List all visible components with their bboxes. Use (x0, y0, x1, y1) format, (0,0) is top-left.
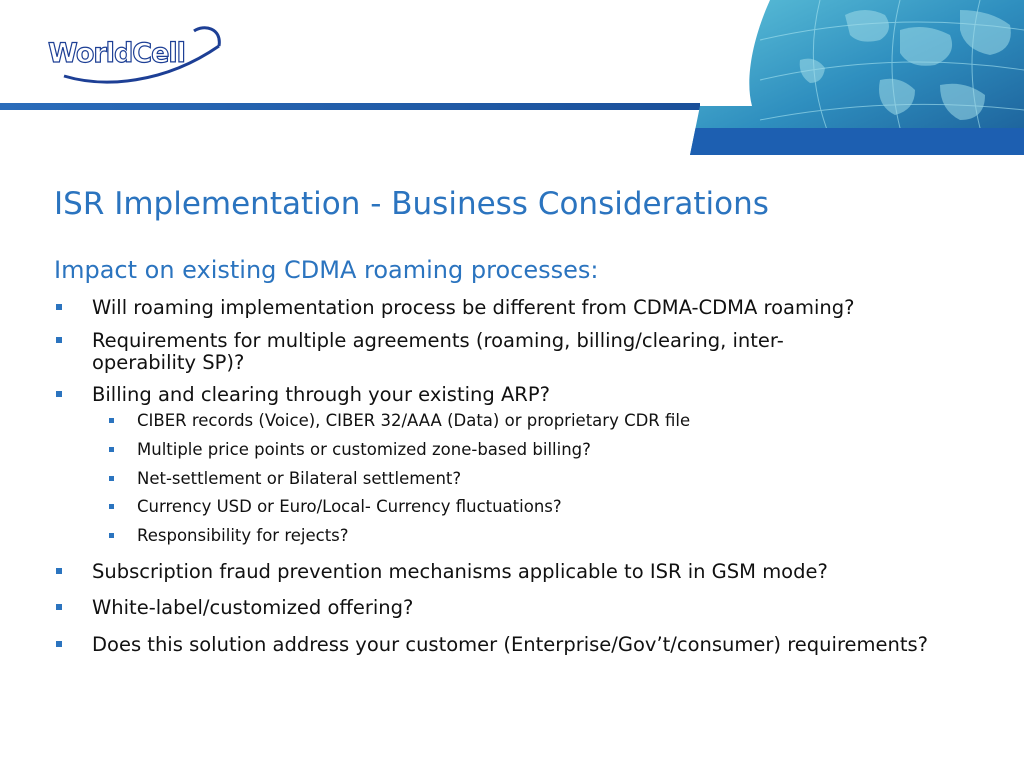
sub-bullet-marker-icon (109, 447, 114, 452)
bullet-marker-icon (56, 604, 62, 610)
bullet-item (92, 330, 852, 374)
bullet-marker-icon (56, 337, 62, 343)
sub-bullet-text: Net-settlement or Bilateral settlement? (137, 469, 462, 488)
logo-wordmark: WorldCell (48, 38, 185, 69)
bullet-text: Billing and clearing through your existing ARP? (92, 383, 550, 406)
sub-bullet-text: Responsibility for rejects? (137, 526, 349, 545)
sub-bullet-marker-icon (109, 476, 114, 481)
bullet-text: White-label/customized offering? (92, 596, 414, 619)
sub-bullet-item (137, 440, 997, 460)
bullet-marker-icon (56, 304, 62, 310)
bullet-text: Will roaming implementation process be different from CDMA-CDMA roaming? (92, 296, 855, 319)
worldcell-logo (44, 26, 259, 88)
bullet-item (92, 634, 952, 656)
sub-bullet-text: Multiple price points or customized zone-based billing? (137, 440, 591, 459)
sub-bullet-item (137, 526, 997, 546)
bullet-text: Requirements for multiple agreements (roaming, billing/clearing, inter-operability SP)? (92, 329, 784, 374)
bullet-marker-icon (56, 391, 62, 397)
slide-subtitle: Impact on existing CDMA roaming processes: (54, 256, 599, 284)
slide-title: ISR Implementation - Business Considerations (54, 186, 769, 222)
bullet-item (92, 597, 997, 619)
bullet-marker-icon (56, 641, 62, 647)
sub-bullet-marker-icon (109, 504, 114, 509)
bullet-item (92, 561, 997, 583)
bullet-item (92, 384, 997, 406)
sub-bullet-text: CIBER records (Voice), CIBER 32/AAA (Data) or proprietary CDR file (137, 411, 691, 430)
bullet-marker-icon (56, 568, 62, 574)
sub-bullet-marker-icon (109, 533, 114, 538)
bullet-text: Does this solution address your customer (Enterprise/Gov’t/consumer) requirements? (92, 633, 929, 656)
bullet-item (92, 297, 997, 319)
sub-bullet-text: Currency USD or Euro/Local- Currency fluctuations? (137, 497, 562, 516)
sub-bullet-marker-icon (109, 418, 114, 423)
sub-bullet-item (137, 469, 997, 489)
bullet-text: Subscription fraud prevention mechanisms applicable to ISR in GSM mode? (92, 560, 828, 583)
sub-bullet-item (137, 497, 997, 517)
sub-bullet-item (137, 411, 997, 431)
